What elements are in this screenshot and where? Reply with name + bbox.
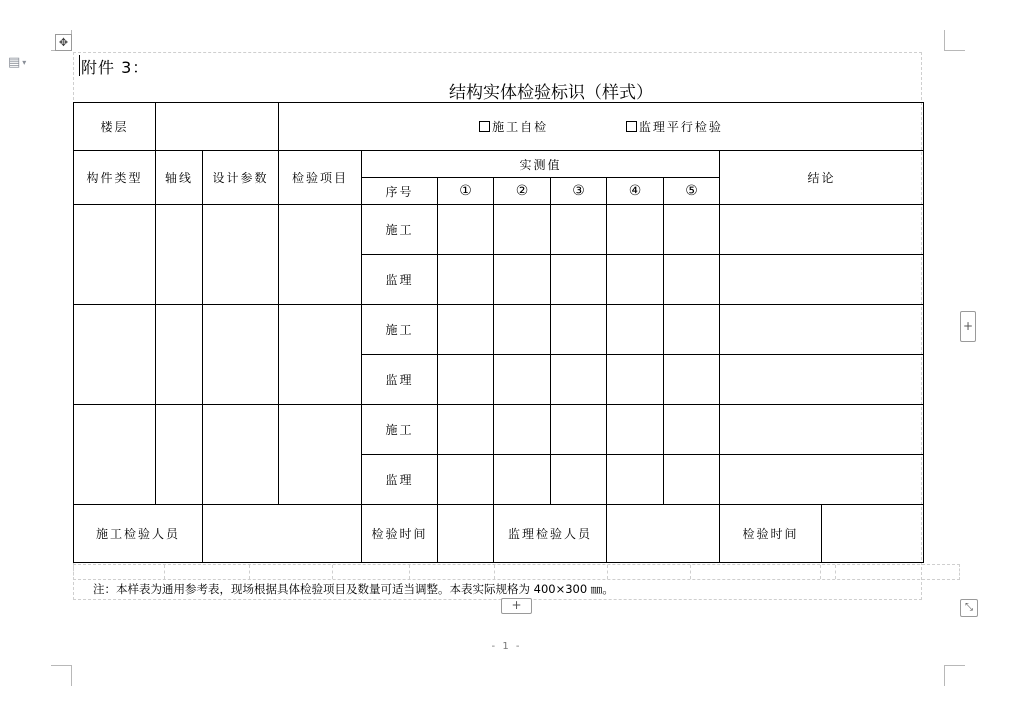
row-label: 监理 [362, 455, 438, 505]
inspection-item-cell[interactable] [279, 205, 362, 305]
header-axis: 轴线 [156, 151, 203, 205]
component-type-cell[interactable] [74, 205, 156, 305]
inspection-item-cell[interactable] [279, 305, 362, 405]
row-label: 施工 [362, 305, 438, 355]
inspection-time-label-2: 检验时间 [720, 505, 822, 563]
value-cell[interactable] [664, 455, 720, 505]
checkbox-supervision[interactable] [626, 121, 637, 132]
header-point-5: ⑤ [664, 178, 720, 205]
value-cell[interactable] [438, 405, 494, 455]
resize-icon[interactable]: ⤡ [960, 599, 978, 617]
value-cell[interactable] [494, 355, 551, 405]
option-construction-label: 施工自检 [492, 120, 549, 134]
header-seq: 序号 [362, 178, 438, 205]
value-cell[interactable] [551, 255, 607, 305]
value-cell[interactable] [664, 405, 720, 455]
dashed-divider [164, 565, 165, 579]
value-cell[interactable] [607, 205, 664, 255]
supervision-inspector-label: 监理检验人员 [494, 505, 607, 563]
document-glyph: ▤ [8, 55, 21, 70]
inspection-item-cell[interactable] [279, 405, 362, 505]
axis-cell[interactable] [156, 305, 203, 405]
dashed-divider [607, 565, 608, 579]
value-cell[interactable] [494, 205, 551, 255]
option-supervision-label: 监理平行检验 [638, 120, 723, 134]
value-cell[interactable] [551, 355, 607, 405]
conclusion-cell[interactable] [720, 405, 924, 455]
option-construction-self-check[interactable] [479, 118, 548, 135]
title-blank-line[interactable] [316, 83, 449, 103]
dashed-divider [409, 565, 410, 579]
dashed-divider [249, 565, 250, 579]
inspection-time-value[interactable] [438, 505, 494, 563]
title-text: 结构实体检验标识（样式） [449, 83, 653, 103]
conclusion-cell[interactable] [720, 455, 924, 505]
value-cell[interactable] [494, 455, 551, 505]
page-number: - 1 - [491, 641, 522, 652]
header-measured: 实测值 [362, 151, 720, 178]
header-point-4: ④ [607, 178, 664, 205]
page-corner-top-right [944, 30, 965, 51]
value-cell[interactable] [607, 405, 664, 455]
page-corner-bottom-right [944, 665, 965, 686]
conclusion-cell[interactable] [720, 205, 924, 255]
design-params-cell[interactable] [203, 305, 279, 405]
value-cell[interactable] [607, 305, 664, 355]
attachment-label: 附件 3： [81, 58, 150, 77]
conclusion-cell[interactable] [720, 255, 924, 305]
axis-cell[interactable] [156, 405, 203, 505]
dashed-divider [690, 565, 691, 579]
value-cell[interactable] [607, 355, 664, 405]
value-cell[interactable] [607, 255, 664, 305]
table-row [74, 305, 924, 355]
add-column-button[interactable]: + [960, 311, 976, 342]
empty-dashed-row [73, 564, 960, 580]
value-cell[interactable] [607, 455, 664, 505]
value-cell[interactable] [664, 355, 720, 405]
dashed-divider [332, 565, 333, 579]
inspection-time-value-2[interactable] [822, 505, 924, 563]
axis-cell[interactable] [156, 205, 203, 305]
value-cell[interactable] [494, 405, 551, 455]
text-cursor [79, 55, 80, 76]
add-row-button[interactable]: + [501, 598, 532, 614]
header-component-type: 构件类型 [74, 151, 156, 205]
dashed-divider [494, 565, 495, 579]
page-corner-bottom-left [51, 665, 72, 686]
value-cell[interactable] [551, 305, 607, 355]
value-cell[interactable] [664, 305, 720, 355]
inspection-table [73, 102, 924, 563]
supervision-inspector-value[interactable] [607, 505, 720, 563]
component-type-cell[interactable] [74, 305, 156, 405]
checkbox-construction[interactable] [479, 121, 490, 132]
value-cell[interactable] [551, 455, 607, 505]
row-label: 施工 [362, 205, 438, 255]
table-note: 注：本样表为通用参考表，现场根据具体检验项目及数量可适当调整。本表实际规格为 400×300 ㎜。 [93, 582, 614, 596]
header-conclusion: 结论 [720, 151, 924, 205]
row-label: 施工 [362, 405, 438, 455]
header-point-3: ③ [551, 178, 607, 205]
conclusion-cell[interactable] [720, 355, 924, 405]
dashed-divider [820, 565, 821, 579]
row-label: 监理 [362, 255, 438, 305]
construction-inspector-label: 施工检验人员 [74, 505, 203, 563]
chevron-down-icon: ▾ [22, 58, 27, 67]
value-cell[interactable] [494, 255, 551, 305]
value-cell[interactable] [551, 205, 607, 255]
inspection-type-cell [279, 103, 924, 151]
table-row [74, 205, 924, 255]
footer-row [74, 505, 924, 563]
table-row [74, 405, 924, 455]
header-point-2: ② [494, 178, 551, 205]
conclusion-cell[interactable] [720, 305, 924, 355]
dashed-divider [835, 565, 836, 579]
design-params-cell[interactable] [203, 205, 279, 305]
construction-inspector-value[interactable] [203, 505, 362, 563]
value-cell[interactable] [438, 255, 494, 305]
option-supervision-parallel[interactable] [626, 118, 723, 135]
document-icon[interactable] [8, 55, 26, 70]
header-point-1: ① [438, 178, 494, 205]
row-label: 监理 [362, 355, 438, 405]
value-cell[interactable] [438, 305, 494, 355]
move-icon[interactable]: ✥ [55, 34, 72, 51]
floor-label: 楼层 [74, 103, 156, 151]
value-cell[interactable] [551, 405, 607, 455]
component-type-cell[interactable] [74, 405, 156, 505]
value-cell[interactable] [438, 355, 494, 405]
design-params-cell[interactable] [203, 405, 279, 505]
page-title [316, 78, 653, 103]
header-design-params: 设计参数 [203, 151, 279, 205]
floor-value-cell[interactable] [156, 103, 279, 151]
header-inspection-item: 检验项目 [279, 151, 362, 205]
inspection-time-label: 检验时间 [362, 505, 438, 563]
value-cell[interactable] [438, 205, 494, 255]
value-cell[interactable] [438, 455, 494, 505]
value-cell[interactable] [664, 255, 720, 305]
value-cell[interactable] [664, 205, 720, 255]
value-cell[interactable] [494, 305, 551, 355]
